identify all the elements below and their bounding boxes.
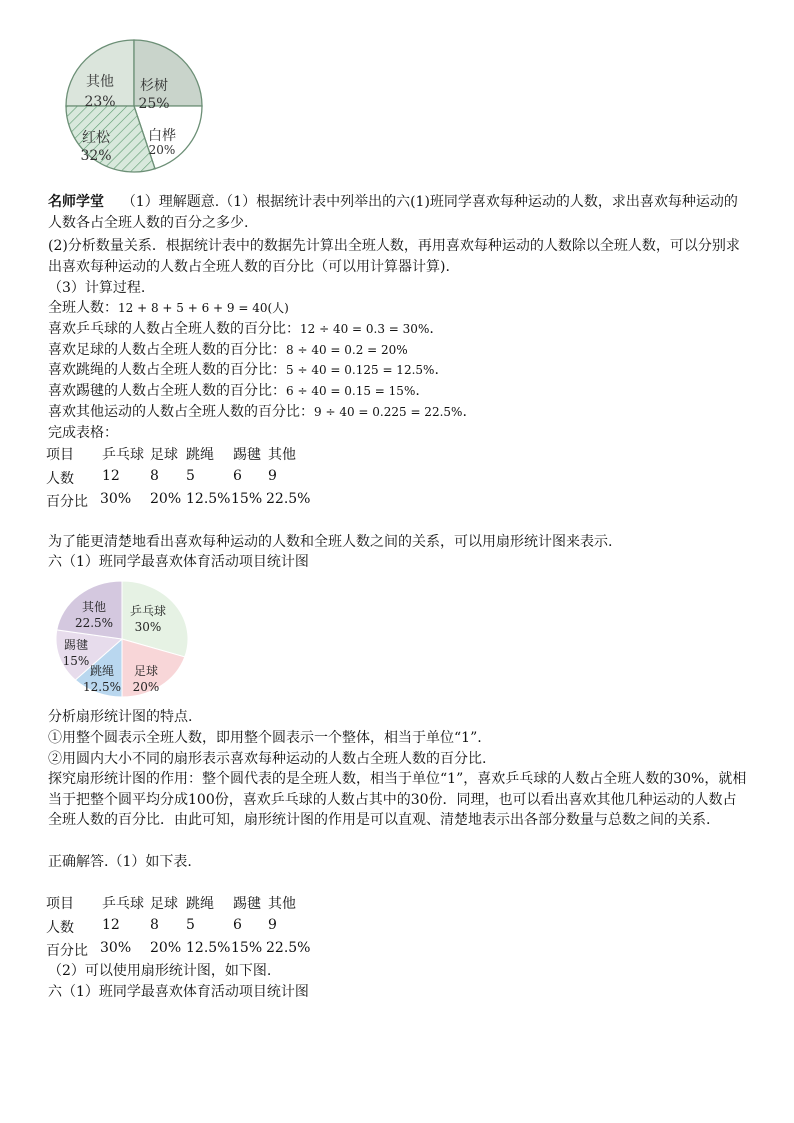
table-cell: 22.5% [266,491,311,507]
calc-line-text: 喜欢踢毽的人数占全班人数的百分比： [48,383,286,399]
table-cell: 百分比 [46,494,88,510]
table-cell: 5 [186,467,195,484]
slice-value: 32% [80,148,112,164]
calc-line-end: . [429,321,434,337]
table-cell: 20% [150,491,182,507]
slice-value: 15% [62,654,90,668]
calc-line-expr: 6 ÷ 40 = 0.15 = 15% [286,384,416,398]
chart-title-2: 六（1）班同学最喜欢体育活动项目统计图 [48,984,309,1000]
table-cell: 乒乓球 [102,896,144,912]
calc-line-end: . [434,362,439,378]
table-cell: 6 [233,916,242,933]
table-cell: 15% [231,940,263,956]
teacher-label: 名师学堂 [48,194,104,210]
calc-line-end: . [415,383,420,399]
calc-line-text: 喜欢跳绳的人数占全班人数的百分比： [48,362,286,378]
table-cell: 百分比 [46,943,88,959]
calc-line-expr: 8 ÷ 40 = 0.2 = 20% [286,343,408,357]
table-cell: 踢毽 [233,896,261,912]
calc-line-text: 喜欢其他运动的人数占全班人数的百分比： [48,404,314,420]
calc-line-1 [48,319,434,339]
calc-line-expr: 5 ÷ 40 = 0.125 = 12.5% [286,363,435,377]
table-cell: 12.5% [186,491,231,507]
slice-value: 22.5% [74,616,114,630]
table-cell: 12 [102,467,120,484]
analysis-paragraph: 探究扇形统计图的作用：整个圆代表的是全班人数，相当于单位“1”，喜欢乒乓球的人数占全班人数的30%，就相当于把整个圆平均分成100份，喜欢乒乓球的人数占其中的30份．同理，也可以看出喜欢其他几种运动的人数占全班人数的百分比．由此可知，扇形统计图的作用是可以直观、清楚地表示出各部分数量与总数之间的关系. [48,771,747,828]
table-cell: 12.5% [186,940,231,956]
teacher-paragraph-1: （1）理解题意.（1）根据统计表中列举出的六(1)班同学喜欢每种运动的人数，求出喜欢每种运动的人数各占全班人数的百分之多少. [48,194,738,231]
table-cell: 9 [268,916,277,933]
calc-line-expr: 12 ÷ 40 = 0.3 = 30% [300,322,430,336]
table-cell: 15% [231,491,263,507]
table-cell: 5 [186,916,195,933]
slice-value: 12.5% [82,680,122,694]
table-cell: 6 [233,467,242,484]
calc-line-end: . [462,404,467,420]
calc-heading: （3）计算过程. [48,280,146,296]
chart-title: 六（1）班同学最喜欢体育活动项目统计图 [48,554,309,570]
calc-line-text: 喜欢足球的人数占全班人数的百分比： [48,342,286,358]
table-cell: 22.5% [266,940,311,956]
slice-label: 其他 [81,600,107,614]
slice-label: 杉树 [140,78,168,94]
table-cell: 人数 [46,919,74,936]
slice-label: 踢毽 [63,638,89,652]
table-cell: 足球 [150,896,178,912]
table-cell: 跳绳 [186,896,214,912]
calc-total [48,298,289,318]
slice-value: 20% [132,680,160,694]
calc-line-4 [48,381,420,401]
table-cell: 项目 [46,447,74,463]
slice-label: 跳绳 [89,664,115,678]
table-cell: 30% [100,491,132,507]
slice-value: 20% [148,143,176,157]
calc-line-5 [48,402,467,422]
slice-value: 23% [84,94,116,110]
table-cell: 20% [150,940,182,956]
table-cell: 人数 [46,470,74,487]
table-cell: 足球 [150,447,178,463]
calc-total-expr: 12 + 8 + 5 + 6 + 9 = 40(人) [118,301,289,315]
table-cell: 其他 [268,896,296,912]
calc-total-label: 全班人数： [48,300,118,316]
slice-label: 其他 [86,74,114,90]
slice-value: 25% [138,96,170,112]
teacher-section [48,192,748,233]
table-cell: 踢毽 [233,447,261,463]
teacher-paragraph-2: (2)分析数量关系．根据统计表中的数据先计算出全班人数，再用喜欢每种运动的人数除以全班人数，可以分别求出喜欢每种运动的人数占全班人数的百分比（可以用计算器计算). [48,238,740,275]
answer-heading: 正确解答.（1）如下表. [48,854,192,870]
tree-pie-chart [58,36,214,176]
slice-label: 红松 [82,130,110,146]
table-cell: 乒乓球 [102,447,144,463]
table-cell: 其他 [268,447,296,463]
complete-table-label: 完成表格： [48,425,118,441]
calc-line-3 [48,360,439,380]
analysis-heading: 分析扇形统计图的特点. [48,709,193,725]
calc-line-2 [48,340,408,360]
calc-line-text: 喜欢乒乓球的人数占全班人数的百分比： [48,321,300,337]
answer-part-2: （2）可以使用扇形统计图，如下图. [48,963,272,979]
slice-value: 30% [134,620,162,634]
table-cell: 8 [150,916,159,933]
table-cell: 30% [100,940,132,956]
slice-label: 足球 [133,664,159,678]
table-cell: 项目 [46,896,74,912]
table-cell: 9 [268,467,277,484]
table-cell: 12 [102,916,120,933]
table-cell: 跳绳 [186,447,214,463]
analysis-point-1: ①用整个圆表示全班人数，即用整个圆表示一个整体，相当于单位“1”. [48,730,482,746]
slice-label: 白桦 [148,128,176,144]
slice-label: 乒乓球 [129,604,167,618]
analysis-point-2: ②用圆内大小不同的扇形表示喜欢每种运动的人数占全班人数的百分比. [48,751,487,767]
calc-line-expr: 9 ÷ 40 = 0.225 = 22.5% [314,405,463,419]
sports-pie-chart [52,577,192,703]
intro-text: 为了能更清楚地看出喜欢每种运动的人数和全班人数之间的关系，可以用扇形统计图来表示. [48,534,613,550]
table-cell: 8 [150,467,159,484]
